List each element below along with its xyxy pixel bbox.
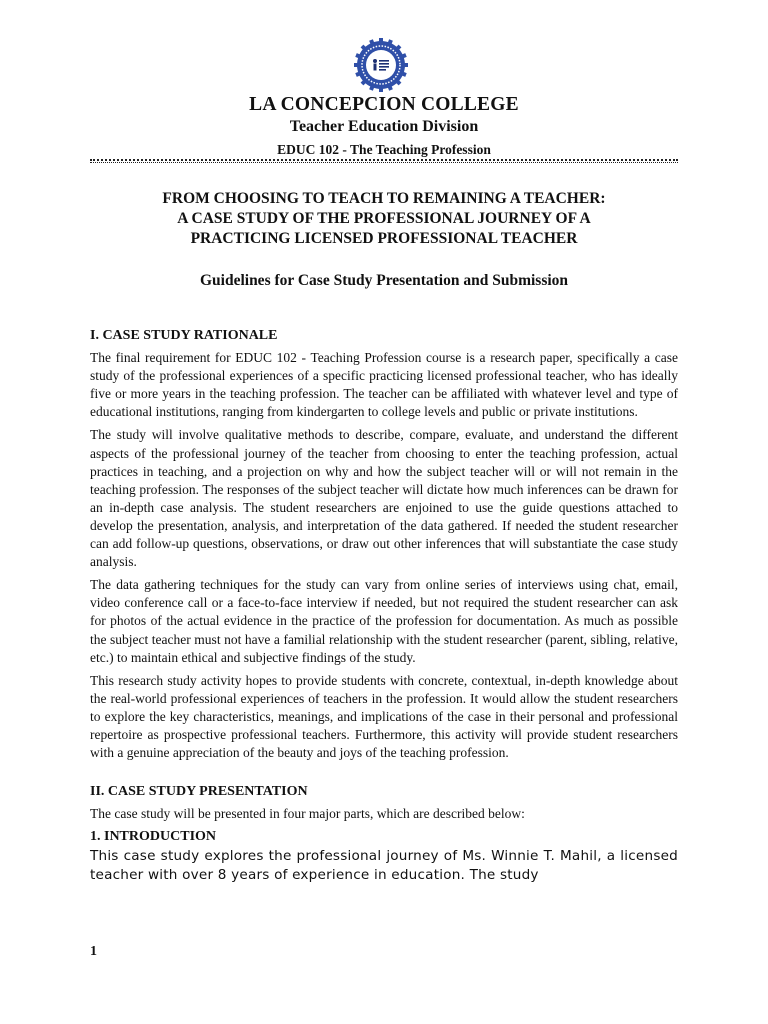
introduction-text: This case study explores the professional journey of Ms. Winnie T. Mahil, a licensed teacher with over 8 years of experience in education. The study <box>90 848 678 884</box>
paragraph: This research study activity hopes to provide students with concrete, contextual, in-depth knowledge about the real-world professional experiences of teachers in the profession. It would allow the student researchers to explore the key characteristics, meanings, and implications of the case in their personal and professional repertoire as prospective professional teachers. Furthermore, this activity will provide student researchers with a genuine appreciation of the beauty and joys of the teaching profession. <box>90 672 678 761</box>
section-heading-rationale: I. CASE STUDY RATIONALE <box>90 328 278 343</box>
title-line: FROM CHOOSING TO TEACH TO REMAINING A TEACHER: <box>162 190 606 207</box>
division-name: Teacher Education Division <box>289 118 479 135</box>
section-spacer <box>90 767 678 783</box>
document-body <box>90 327 678 885</box>
course-title: EDUC 102 - The Teaching Profession <box>277 142 491 157</box>
paragraph: The final requirement for EDUC 102 - Teaching Profession course is a research paper, specifically a case study of the professional experiences of a specific practicing licensed professional teacher, who has ideally five or more years in the teaching profession. The teacher can be affiliated with whatever level and type of educational institutions, ranging from kindergarten to college levels and public or private institutions. <box>90 350 678 420</box>
title-line: A CASE STUDY OF THE PROFESSIONAL JOURNEY OF A <box>177 210 591 227</box>
document-title <box>90 189 678 249</box>
document-subtitle: Guidelines for Case Study Presentation and Submission <box>199 272 569 289</box>
section-heading-presentation: II. CASE STUDY PRESENTATION <box>90 784 308 800</box>
subsection-heading-introduction: 1. INTRODUCTION <box>90 829 217 845</box>
header-divider <box>90 159 678 163</box>
paragraph: The data gathering techniques for the study can vary from online series of interviews using chat, email, video conference call or a face-to-face interview if needed, but not required the student researcher can ask for photos of the actual evidence in the practice of the profession for documentation. As much as possible the subject teacher must not have a familial relationship with the student researcher (parent, sibling, relative, etc.) to maintain ethical and subjective findings of the study. <box>90 577 678 665</box>
college-seal-icon <box>354 38 408 92</box>
page-number: 1 <box>90 944 97 959</box>
title-line: PRACTICING LICENSED PROFESSIONAL TEACHER <box>190 230 578 247</box>
paragraph: The case study will be presented in four major parts, which are described below: <box>90 806 525 822</box>
paragraph: The study will involve qualitative methods to describe, compare, evaluate, and understand the different aspects of the professional journey of the teacher from choosing to enter the teaching profession, actual practices in teaching, and a projection on why and how the subject teacher will or will not remain in the teaching profession. The responses of the subject teacher will dictate how much inferences can be drawn for an in-depth case analysis. The student researchers are enjoined to use the guide questions attached to develop the presentation, analysis, and interpretation of the data gathered. If needed the student researcher can add follow-up questions, observations, or draw out other inferences that will substantiate the case study analysis. <box>90 427 678 570</box>
college-name: LA CONCEPCION COLLEGE <box>249 94 519 115</box>
